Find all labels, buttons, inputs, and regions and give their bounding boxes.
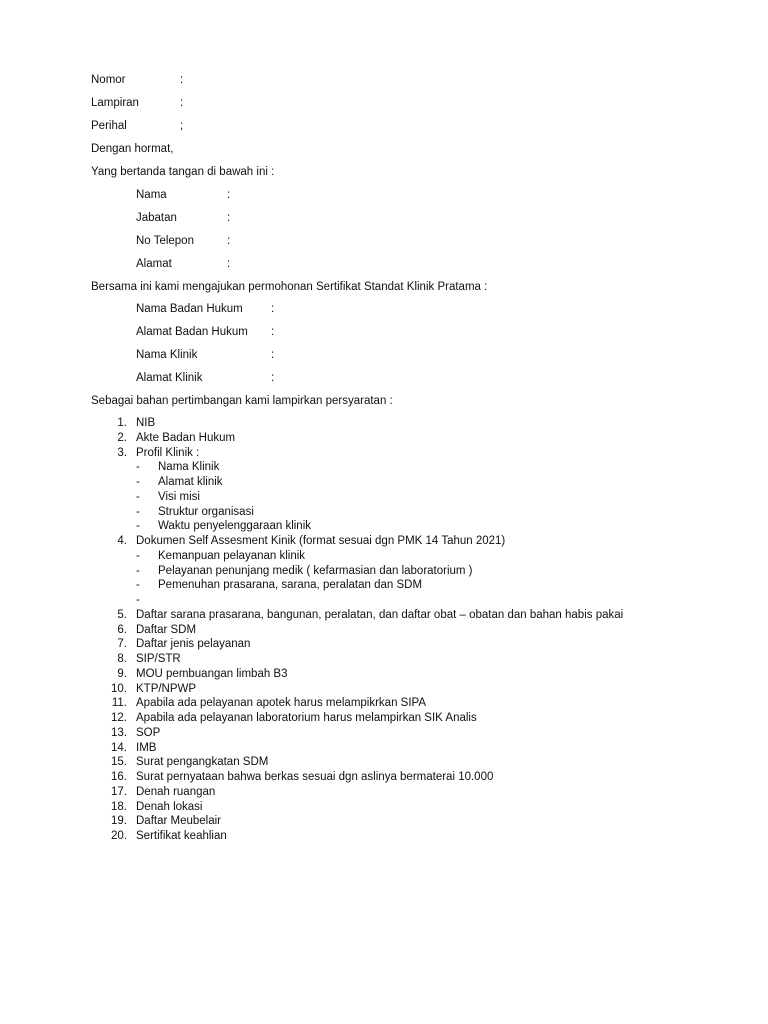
clinic-field-separator: :: [271, 349, 275, 361]
sub-item-dash: -: [136, 520, 140, 533]
requirement-sub-item: Alamat klinik: [158, 476, 223, 488]
nomor-label: Nomor: [91, 74, 126, 86]
requirement-sub-item: Waktu penyelenggaraan klinik: [158, 520, 311, 533]
requirement-item: NIB: [136, 417, 156, 429]
sub-item-dash: -: [136, 505, 140, 518]
perihal-separator: ;: [180, 120, 184, 132]
requirement-item: Profil Klinik :: [136, 446, 200, 459]
requirement-number: 4.: [117, 535, 127, 547]
requirement-item: Daftar sarana prasarana, bangunan, peralatan, dan daftar obat – obatan dan bahan habis pakai: [136, 608, 624, 621]
requirement-item: Apabila ada pelayanan apotek harus melampikrkan SIPA: [136, 697, 427, 710]
requirements-intro: Sebagai bahan pertimbangan kami lampirkan persyaratan :: [91, 395, 393, 407]
requirement-number: 3.: [117, 446, 127, 459]
clinic-field-separator: :: [271, 372, 275, 384]
signer-field-label: Nama: [136, 189, 167, 201]
requirement-number: 1.: [117, 417, 127, 429]
sub-item-dash: -: [136, 549, 140, 562]
lampiran-row: [91, 96, 139, 110]
requirement-number: 10.: [111, 682, 127, 695]
requirement-item: Dokumen Self Assesment Kinik (format sesuai dgn PMK 14 Tahun 2021): [136, 535, 506, 547]
clinic-field-label: Nama Klinik: [136, 349, 198, 361]
requirement-number: 13.: [111, 726, 127, 739]
requirement-number: 16.: [111, 771, 127, 783]
signer-field-label: Alamat: [136, 258, 172, 270]
requirement-sub-item: Struktur organisasi: [158, 505, 254, 518]
requirement-number: 20.: [111, 830, 127, 842]
clinic-field-label: Alamat Klinik: [136, 372, 203, 384]
requirement-sub-item: Pemenuhan prasarana, sarana, peralatan dan SDM: [158, 579, 423, 592]
nomor-row: [91, 73, 126, 87]
clinic-field-label: Alamat Badan Hukum: [136, 326, 248, 338]
greeting: Dengan hormat,: [91, 143, 174, 155]
requirement-number: 14.: [111, 741, 127, 754]
signer-field-label: No Telepon: [136, 235, 194, 247]
requirement-item: Surat pernyataan bahwa berkas sesuai dgn aslinya bermaterai 10.000: [136, 771, 494, 783]
requirement-item: Denah ruangan: [136, 785, 216, 798]
clinic-field-separator: :: [271, 303, 275, 315]
sub-item-dash: -: [136, 594, 140, 606]
signer-field-separator: :: [227, 258, 231, 270]
requirement-item: Daftar SDM: [136, 623, 197, 636]
requirement-item: IMB: [136, 741, 157, 754]
sub-item-dash: -: [136, 476, 140, 488]
perihal-row: [91, 119, 127, 133]
requirement-number: 2.: [117, 431, 127, 444]
requirement-item: Akte Badan Hukum: [136, 431, 236, 444]
request-intro: Bersama ini kami mengajukan permohonan Sertifikat Standat Klinik Pratama :: [91, 281, 488, 293]
requirement-number: 6.: [117, 623, 127, 636]
requirement-number: 17.: [111, 785, 127, 798]
requirement-item: Denah lokasi: [136, 800, 203, 813]
nomor-separator: :: [180, 74, 184, 86]
requirement-number: 18.: [111, 800, 127, 813]
sub-item-dash: -: [136, 490, 140, 503]
requirement-item: Daftar Meubelair: [136, 815, 222, 828]
requirement-item: Daftar jenis pelayanan: [136, 638, 251, 651]
requirement-number: 11.: [111, 697, 127, 710]
signer-field-separator: :: [227, 212, 231, 224]
signer-field-separator: :: [227, 235, 231, 247]
requirement-sub-item: Kemanpuan pelayanan klinik: [158, 549, 306, 562]
requirement-number: 5.: [117, 608, 127, 621]
sub-item-dash: -: [136, 579, 140, 592]
signer-field-separator: :: [227, 189, 231, 201]
requirement-sub-item: Visi misi: [158, 490, 200, 503]
requirement-sub-item: Pelayanan penunjang medik ( kefarmasian dan laboratorium ): [158, 564, 473, 577]
requirement-number: 7.: [117, 638, 127, 651]
lampiran-label: Lampiran: [91, 97, 139, 109]
clinic-field-label: Nama Badan Hukum: [136, 303, 243, 315]
signer-field-label: Jabatan: [136, 212, 177, 224]
requirement-number: 15.: [111, 756, 127, 769]
requirement-number: 12.: [111, 712, 127, 724]
requirement-number: 19.: [111, 815, 127, 828]
sub-item-dash: -: [136, 564, 140, 577]
requirement-item: Apabila ada pelayanan laboratorium harus melampirkan SIK Analis: [136, 712, 477, 724]
requirement-item: Surat pengangkatan SDM: [136, 756, 269, 769]
requirement-item: SOP: [136, 726, 161, 739]
requirement-sub-item: Nama Klinik: [158, 461, 220, 474]
sub-item-dash: -: [136, 461, 140, 474]
requirement-item: MOU pembuangan limbah B3: [136, 667, 288, 680]
requirement-number: 9.: [117, 667, 127, 680]
requirement-number: 8.: [117, 653, 127, 665]
signer-intro: Yang bertanda tangan di bawah ini :: [91, 166, 275, 178]
requirement-item: KTP/NPWP: [136, 682, 197, 695]
perihal-label: Perihal: [91, 120, 127, 132]
lampiran-separator: :: [180, 97, 184, 109]
requirement-item: Sertifikat keahlian: [136, 830, 227, 842]
requirement-item: SIP/STR: [136, 653, 181, 665]
clinic-field-separator: :: [271, 326, 275, 338]
